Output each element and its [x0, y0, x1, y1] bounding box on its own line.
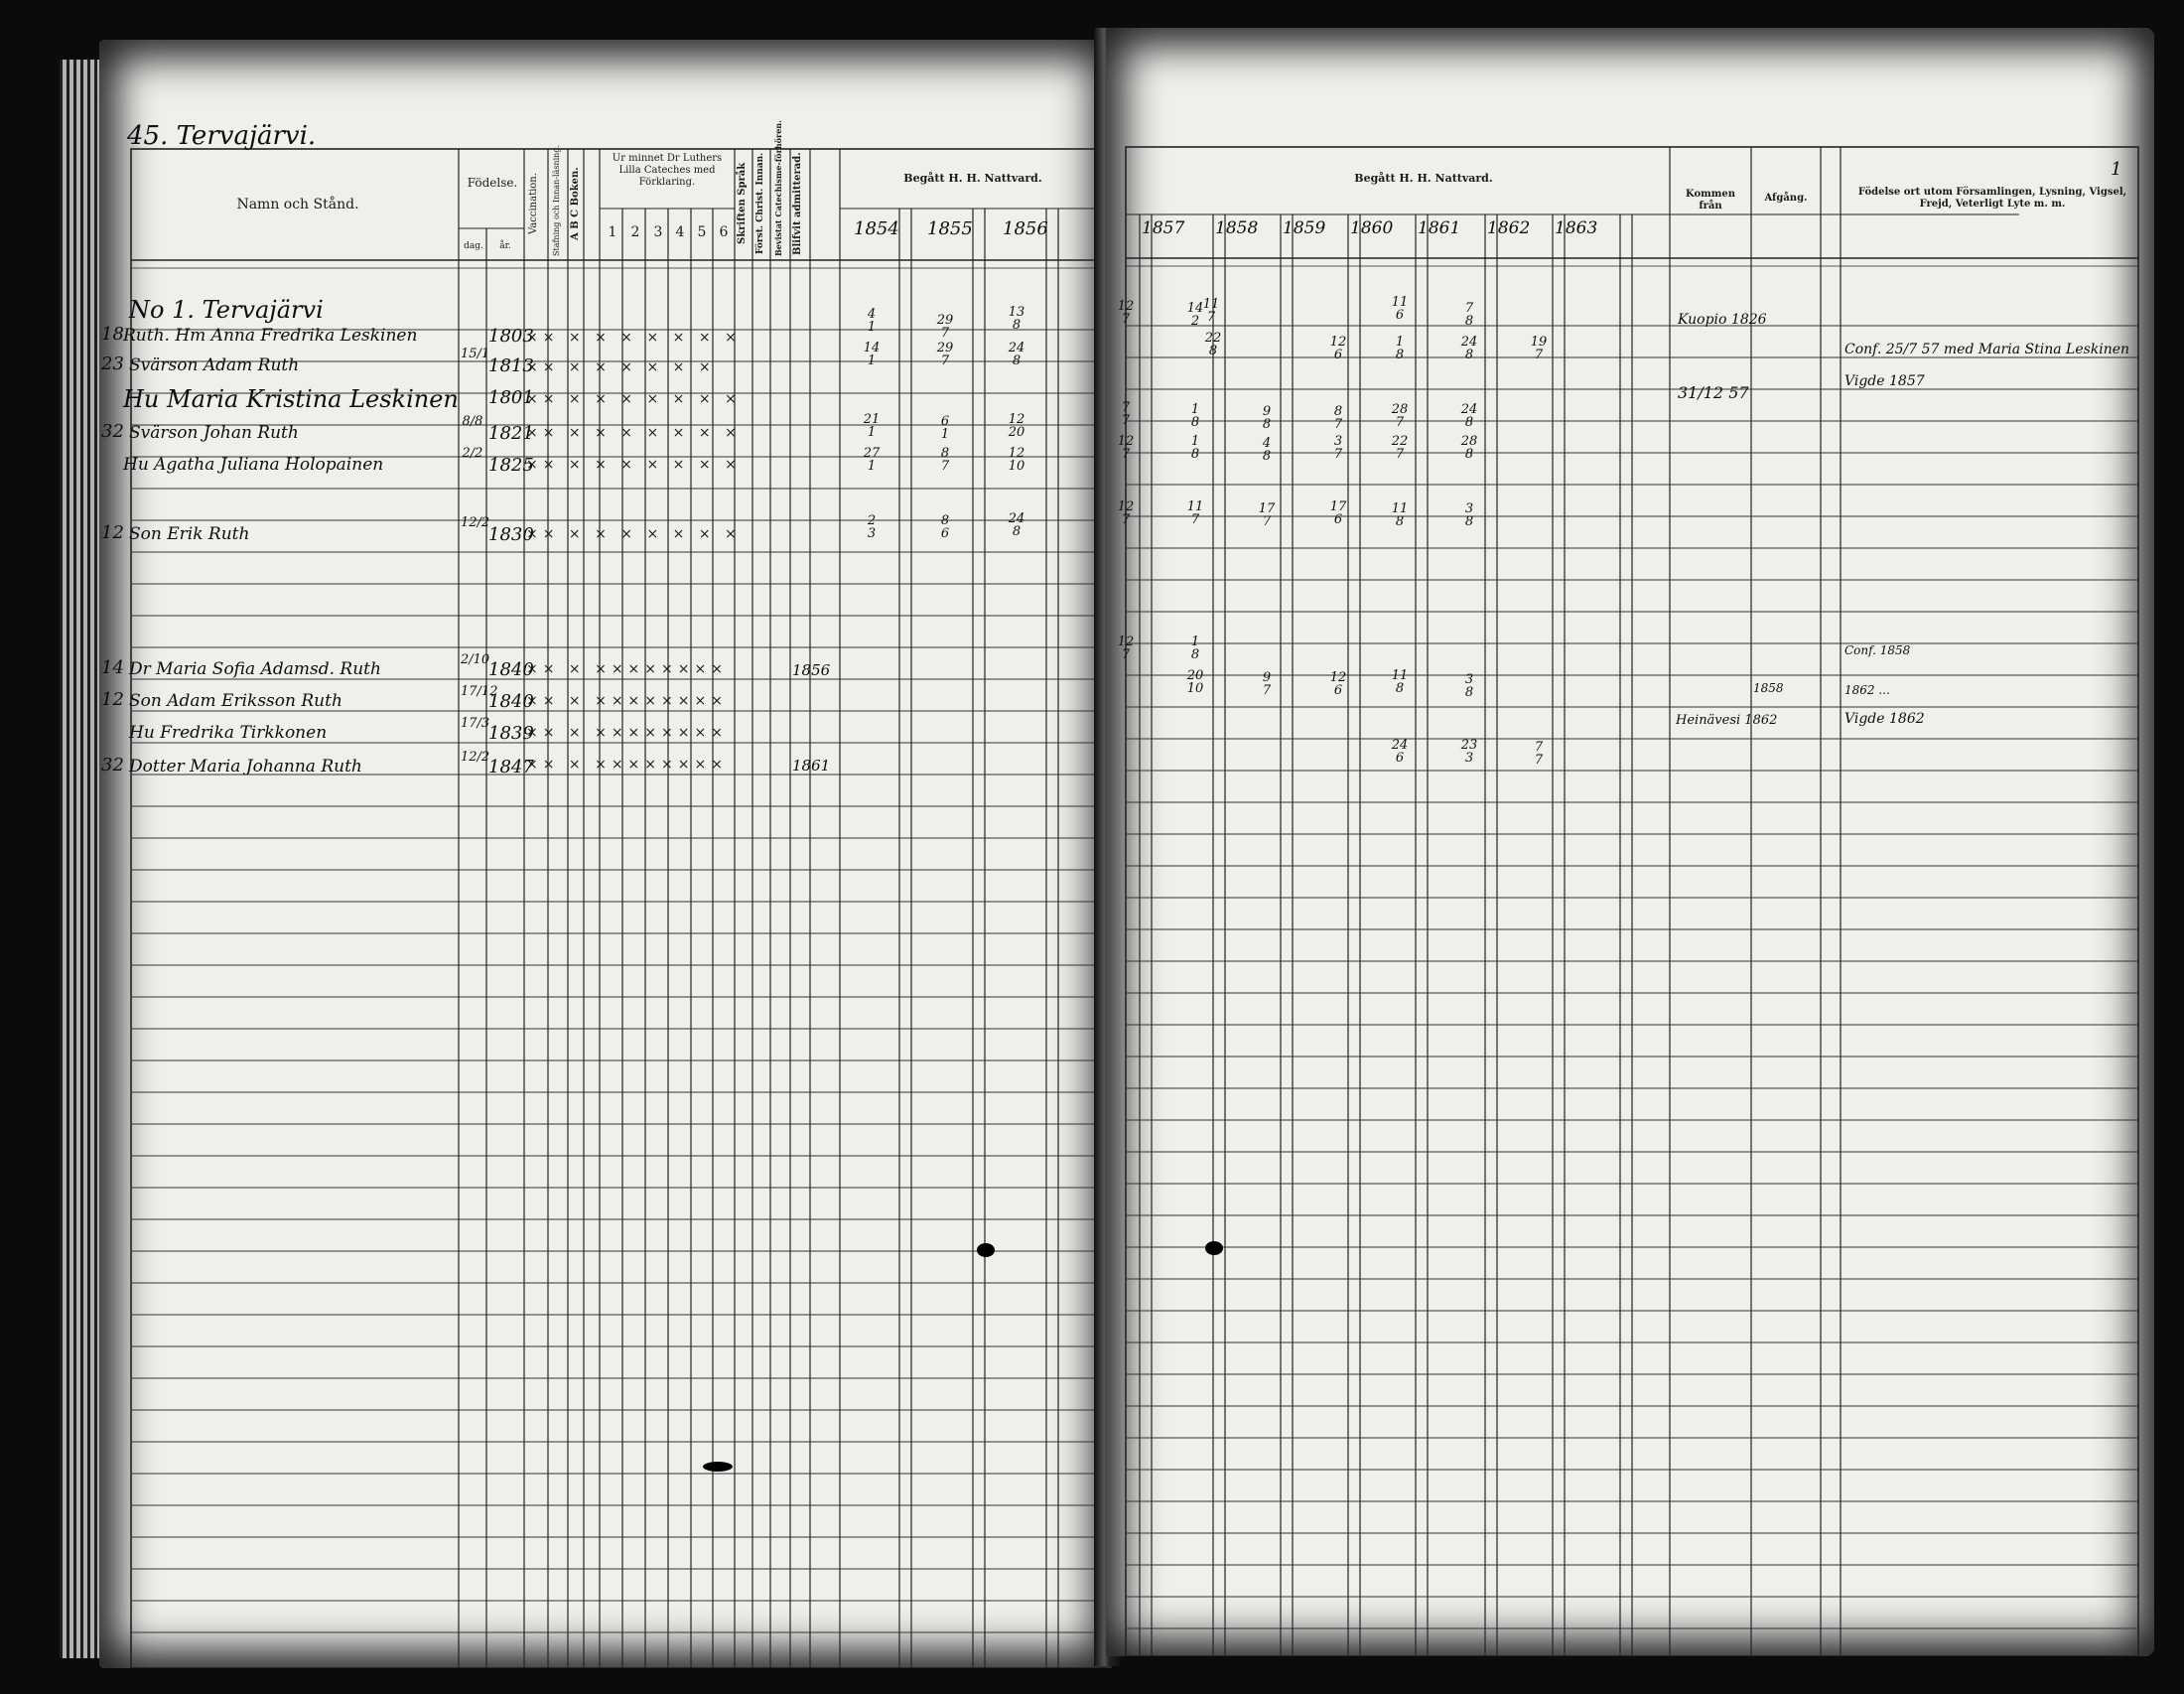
- remark-2: Conf. 1858: [1844, 643, 1911, 657]
- header-abc: A B C Boken.: [570, 167, 581, 240]
- row-8-day: 17/12: [461, 684, 498, 699]
- comm-r-6: 22 8: [1204, 331, 1222, 358]
- row-6-year: 1830: [488, 524, 534, 545]
- marks-row-6: ×× × × × × × × ×: [526, 526, 742, 542]
- marks-row-10: ×× × ××××××××: [526, 757, 728, 773]
- marks-row-8: ×× × ××××××××: [526, 693, 728, 709]
- row-8-name: Son Adam Eriksson Ruth: [129, 691, 342, 711]
- comm-r-35: 3 8: [1464, 672, 1474, 700]
- ink-blot: [703, 1462, 733, 1472]
- header-begatt-right: Begått H. H. Nattvard.: [1354, 172, 1493, 185]
- header-skriften: Skriften Språk: [737, 162, 748, 245]
- comm-l-4: 14 1: [863, 341, 881, 368]
- header-stafning: Stafning och Innan-läsning.: [552, 145, 561, 256]
- header-afgang: Afgång.: [1764, 193, 1808, 204]
- comm-r-33: 12 6: [1329, 670, 1347, 698]
- comm-l-8: 6 1: [940, 414, 950, 442]
- comm-r-37: 23 3: [1460, 738, 1478, 766]
- comm-r-18: 1 8: [1190, 434, 1200, 462]
- comm-l-13: 2 3: [867, 513, 877, 541]
- row-5-name: Hu Agatha Juliana Holopainen: [123, 455, 384, 475]
- header-forst-christ: Först. Christ. Innan.: [755, 152, 765, 255]
- marks-row-5: ×× × × × × × × ×: [526, 457, 742, 473]
- row-8-num: 12: [101, 689, 124, 710]
- comm-r-3: 11 7: [1202, 297, 1220, 325]
- comm-r-29: 12 7: [1117, 635, 1135, 662]
- comm-l-10: 27 1: [863, 446, 881, 474]
- comm-r-2: 14 2: [1186, 301, 1204, 329]
- row-2-name: Svärson Adam Ruth: [129, 355, 300, 375]
- page-edges: [60, 60, 103, 1658]
- cat-num-6: 6: [719, 224, 729, 240]
- cat-num-5: 5: [697, 224, 707, 240]
- comm-l-12: 12 10: [1008, 446, 1025, 474]
- header-remarks: Födelse ort utom Församlingen, Lysning, Vigsel, Frejd, Veterligt Lyte m. m.: [1857, 187, 2127, 210]
- marks-row-4: ×× × × × × × × ×: [526, 425, 742, 441]
- marks-row-2: ×× × × × × × ×: [526, 359, 716, 375]
- admit-1861: 1861: [792, 757, 831, 775]
- cat-num-2: 2: [630, 224, 640, 240]
- row-7-year: 1840: [488, 659, 534, 680]
- row-10-day: 12/2: [461, 750, 490, 765]
- year-1862: 1862: [1487, 218, 1531, 238]
- comm-r-31: 20 10: [1186, 668, 1204, 696]
- row-3-name: Hu Maria Kristina Leskinen: [123, 385, 459, 413]
- comm-r-20: 3 7: [1333, 434, 1343, 462]
- comm-r-28: 3 8: [1464, 501, 1474, 529]
- row-9-name: Hu Fredrika Tirkkonen: [129, 723, 328, 743]
- comm-r-15: 28 7: [1391, 402, 1409, 430]
- comm-r-8: 1 8: [1395, 335, 1405, 362]
- kommen-note-1: Kuopio 1826: [1678, 312, 1767, 328]
- year-1863: 1863: [1555, 218, 1598, 238]
- comm-l-9: 12 20: [1008, 412, 1025, 440]
- year-1861: 1861: [1418, 218, 1461, 238]
- comm-r-38: 7 7: [1534, 740, 1544, 768]
- comm-r-30: 1 8: [1190, 635, 1200, 662]
- cat-num-1: 1: [608, 224, 617, 240]
- row-4-num: 32: [101, 421, 124, 442]
- comm-l-7: 21 1: [863, 412, 881, 440]
- row-4-name: Svärson Johan Ruth: [129, 423, 299, 443]
- year-1859: 1859: [1283, 218, 1326, 238]
- comm-r-34: 11 8: [1391, 668, 1409, 696]
- marks-row-9: ×× × ××××××××: [526, 725, 728, 741]
- comm-l-6: 24 8: [1008, 341, 1025, 368]
- row-7-day: 2/10: [461, 652, 490, 667]
- comm-l-3: 13 8: [1008, 305, 1025, 333]
- header-blifvit: Blifvit admitterad.: [792, 152, 803, 255]
- year-1860: 1860: [1350, 218, 1394, 238]
- remark-1b: Vigde 1857: [1844, 373, 1925, 389]
- row-6-name: Son Erik Ruth: [129, 524, 250, 544]
- comm-r-25: 17 7: [1258, 501, 1276, 529]
- marks-row-7: ×× × ××××××××: [526, 661, 728, 677]
- row-4-year: 1821: [488, 423, 534, 444]
- row-1-year: 1803: [488, 326, 534, 347]
- kommen-note-3: Heinävesi 1862: [1676, 713, 1778, 728]
- row-7-num: 14: [101, 657, 124, 678]
- comm-l-1: 4 1: [867, 307, 877, 335]
- remark-3: 1862 ...: [1844, 683, 1890, 697]
- comm-r-22: 28 8: [1460, 434, 1478, 462]
- marks-row-1: ×× × × × × × × ×: [526, 330, 742, 346]
- comm-r-13: 9 8: [1262, 404, 1272, 432]
- year-1857: 1857: [1142, 218, 1185, 238]
- row-5-year: 1825: [488, 455, 534, 476]
- cat-num-3: 3: [653, 224, 663, 240]
- right-page: [1106, 28, 2154, 1656]
- comm-l-14: 8 6: [940, 513, 950, 541]
- year-1855: 1855: [927, 218, 973, 239]
- row-1-num: 18: [101, 324, 124, 345]
- remark-1: Conf. 25/7 57 med Maria Stina Leskinen: [1844, 342, 2130, 357]
- row-2-year: 1813: [488, 355, 534, 376]
- remark-3b: Vigde 1862: [1844, 711, 1925, 727]
- ink-blot: [1205, 1241, 1223, 1255]
- admit-1856: 1856: [792, 661, 831, 679]
- header-bevistat: Bevistat Catechisme-förhören.: [773, 120, 783, 256]
- kommen-note-2: 31/12 57: [1678, 383, 1749, 402]
- row-2-day: 15/1: [461, 347, 490, 361]
- header-ar: år.: [499, 241, 511, 251]
- comm-r-10: 19 7: [1530, 335, 1548, 362]
- year-1854: 1854: [854, 218, 899, 239]
- year-1856: 1856: [1003, 218, 1048, 239]
- marks-row-3: ×× × × × × × × ×: [526, 391, 742, 407]
- row-6-day: 12/2: [461, 515, 490, 530]
- row-9-day: 17/3: [461, 716, 490, 731]
- comm-r-5: 7 8: [1464, 301, 1474, 329]
- row-6-num: 12: [101, 522, 124, 543]
- header-vaccination: Vaccination.: [528, 173, 539, 234]
- row-10-year: 1847: [488, 757, 534, 777]
- comm-r-36: 24 6: [1391, 738, 1409, 766]
- left-page: [99, 40, 1112, 1668]
- comm-r-16: 24 8: [1460, 402, 1478, 430]
- header-begatt-left: Begått H. H. Nattvard.: [903, 172, 1042, 185]
- afgang-note-1: 1858: [1753, 681, 1784, 695]
- header-kommen: Kommen från: [1686, 189, 1735, 212]
- comm-r-1: 12 7: [1117, 299, 1135, 327]
- comm-r-26: 17 6: [1329, 499, 1347, 527]
- row-10-num: 32: [101, 755, 124, 776]
- year-1858: 1858: [1215, 218, 1259, 238]
- comm-l-2: 29 7: [936, 313, 954, 341]
- comm-r-23: 12 7: [1117, 499, 1135, 527]
- row-0-name: No 1. Tervajärvi: [129, 296, 324, 324]
- row-2-num: 23: [101, 353, 124, 374]
- comm-l-15: 24 8: [1008, 511, 1025, 539]
- header-dag: dag.: [464, 241, 483, 251]
- comm-r-17: 12 7: [1117, 434, 1135, 462]
- header-fodelse: Födelse.: [467, 176, 518, 190]
- comm-r-19: 4 8: [1262, 436, 1272, 464]
- comm-r-7: 12 6: [1329, 335, 1347, 362]
- comm-r-21: 22 7: [1391, 434, 1409, 462]
- page-label: 45. Tervajärvi.: [127, 121, 317, 151]
- row-8-year: 1840: [488, 691, 534, 712]
- comm-r-12: 1 8: [1190, 402, 1200, 430]
- row-9-year: 1839: [488, 723, 534, 744]
- row-3-year: 1801: [488, 387, 534, 408]
- cat-num-4: 4: [675, 224, 685, 240]
- comm-r-32: 9 7: [1262, 670, 1272, 698]
- comm-l-5: 29 7: [936, 341, 954, 368]
- header-name: Namn och Stånd.: [236, 197, 359, 212]
- right-grid: [1106, 28, 2154, 1656]
- comm-r-24: 11 7: [1186, 499, 1204, 527]
- left-grid: [99, 40, 1112, 1668]
- comm-r-14: 8 7: [1333, 404, 1343, 432]
- header-catechism: Ur minnet Dr Luthers Lilla Cateches med Förklaring.: [612, 153, 723, 188]
- comm-l-11: 8 7: [940, 446, 950, 474]
- row-1-name: Ruth. Hm Anna Fredrika Leskinen: [123, 326, 418, 346]
- row-4-day: 8/8: [462, 414, 483, 429]
- ink-blot: [977, 1243, 995, 1257]
- right-corner-mark: 1: [2111, 159, 2122, 180]
- row-5-day: 2/2: [462, 446, 483, 461]
- comm-r-9: 24 8: [1460, 335, 1478, 362]
- comm-r-27: 11 8: [1391, 501, 1409, 529]
- comm-r-4: 11 6: [1391, 295, 1409, 323]
- row-7-name: Dr Maria Sofia Adamsd. Ruth: [129, 659, 381, 679]
- comm-r-11: 7 7: [1121, 400, 1131, 428]
- row-10-name: Dotter Maria Johanna Ruth: [129, 757, 362, 776]
